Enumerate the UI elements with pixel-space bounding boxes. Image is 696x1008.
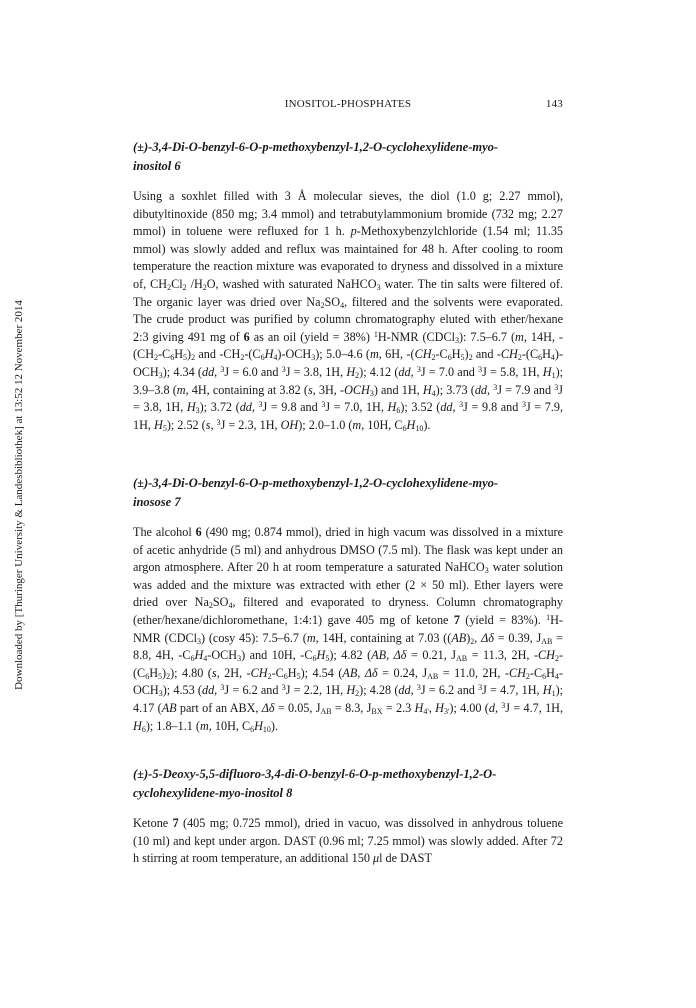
running-header: [133, 98, 563, 114]
section-compound-8: [133, 765, 563, 868]
section-body: The alcohol 6 (490 mg; 0.874 mmol), dried in high vacum was dissolved in a mixture of acetic anhydride (5 ml) and anhydrous DMSO (7.5 ml). The flask was kept under an argon atmosphere. After 20 h at room temperature a saturated NaHCO$_3$ water solution was added and the mixture was extracted with ether (2 × 50 ml). Ether layers were dried over $Na_2SO_4$, filtered and evaporated to dryness. Column chromatography (ether/hexane/dichloromethane, 1:4:1) gave 405 mg of ketone 7 (yield = 83%). $^1$H-NMR (CDCl$_3$) (cosy 45): 7.5–6.7 (m, 14H, containing at 7.03 ($(AB)_2$, Δδ = 0.39, $J_{AB} = 8.8$, 4H, $-C_6H_4-OCH_3$) and 10H, $-C_6H_5$); 4.82 (AB, Δδ = 0.21, $J_{AB} = 11.3$, 2H, $-CH_2-(C_6H_5)_2$); 4.80 (s, 2H, $-CH_2-C_6H_5$); 4.54 (AB, Δδ = 0.24, $J_{AB} = 11.0$, 2H, $-CH_2-C_6H_4-OCH_3$); 4.53 (dd, $^3$J = 6.2 and $^3$J = 2.2, 1H, $H_2$); 4.28 (dd, $^3$J = 6.2 and $^3$J = 4.7, 1H, $H_1$); 4.17 (AB part of an ABX, Δδ = 0.05, $J_{AB} = 8.3$, $J_{BX} = 2.3$ $H_{4'}$, $H_{3'}$); 4.00 (d, $^3$J = 4.7, 1H, $H_6$); 1.8–1.1 (m, 10H, $C_6H_{10}$).: [133, 525, 564, 734]
page-number: 143: [545, 98, 563, 110]
section-compound-7: [133, 474, 563, 735]
section-title: (±)-5-Deoxy-5,5-difluoro-3,4-di-O-benzyl-6-O-p-methoxybenzyl-1,2-O- cyclohexylidene-myo-inositol 8: [133, 767, 497, 800]
running-title: INOSITOL-PHOSPHATES: [284, 98, 412, 110]
section-compound-6: [133, 138, 563, 434]
section-body: Using a soxhlet filled with 3 Å molecular sieves, the diol (1.0 g; 2.27 mmol), dibutyltinoxide (850 mg; 3.4 mmol) and tetrabutylammonium bromide (732 mg; 2.27 mmol) in toluene were refluxed for 1 h. p-Methoxybenzylchloride (1.54 ml; 11.35 mmol) was slowly added and reflux was maintained for 48 h. After cooling to room temperature the reaction mixture was evaporated to dryness and dissolved in a mixture of, $CH_2Cl_2$ $/H_2O$, washed with saturated NaHCO$_3$ water. The tin salts were filtered of. The organic layer was dried over $Na_2SO_4$, filtered and the solvents were evaporated. The crude product was purified by column chromatography eluted with ether/hexane 2:3 giving 491 mg of 6 as an oil (yield = 38%) $^1$H-NMR (CDCl$_3$): 7.5–6.7 (m, 14H, $-(CH_2-C_6H_5)_2$ and $-CH_2-(C_6H_4)-OCH_3$); 5.0–4.6 (m, 6H, $-(CH_2-C_6H_5)_2$ and $-CH_2-(C_6H_4)-OCH_3$); 4.34 (dd, $^3$J = 6.0 and $^3$J = 3.8, 1H, $H_2$); 4.12 (dd, $^3$J = 7.0 and $^3$J = 5.8, 1H, $H_1$); 3.9–3.8 (m, 4H, containing at 3.82 (s, 3H, $-OCH_3$) and 1H, $H_4$); 3.73 (dd, $^3$J = 7.9 and $^3$J = 3.8, 1H, $H_3$); 3.72 (dd, $^3$J = 9.8 and $^3$J = 7.0, 1H, $H_6$); 3.52 (dd, $^3$J = 9.8 and $^3$J = 7.9, 1H, $H_5$); 2.52 (s, $^3$J = 2.3, 1H, OH); 2.0–1.0 (m, 10H, $C_6H_{10}$).: [133, 189, 564, 433]
section-title: (±)-3,4-Di-O-benzyl-6-O-p-methoxybenzyl-1,2-O-cyclohexylidene-myo- inositol 6: [133, 140, 499, 173]
section-body: Ketone 7 (405 mg; 0.725 mmol), dried in vacuo, was dissolved in anhydrous toluene (10 ml) and kept under argon. DAST (0.96 ml; 7.25 mmol) was slowly added. After 72 h stirring at room temperature, an additional 150 μl de DAST: [133, 816, 563, 866]
download-notice-text: Downloaded by [Thuringer University & Landesbibliothek] at 13:52 12 November 2014: [13, 300, 25, 690]
download-watermark: [12, 230, 26, 760]
section-title: (±)-3,4-Di-O-benzyl-6-O-p-methoxybenzyl-1,2-O-cyclohexylidene-myo- inosose 7: [133, 476, 499, 509]
